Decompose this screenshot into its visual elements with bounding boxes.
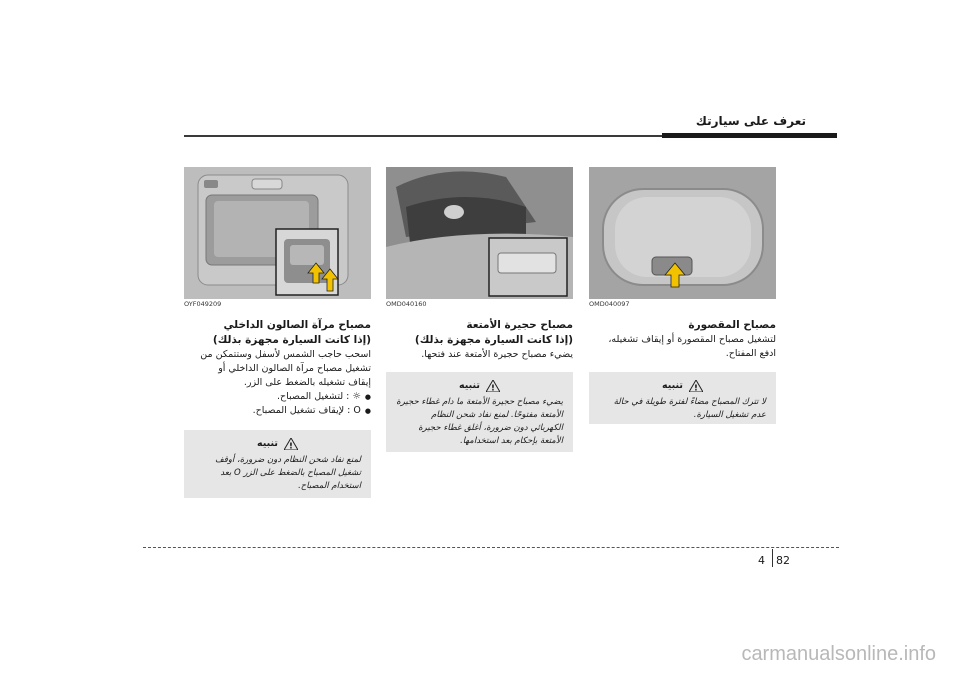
caution-title: تنبيه (257, 438, 278, 449)
warning-icon (486, 380, 500, 392)
vanity-mirror-photo (184, 167, 371, 299)
trunk-photo (386, 167, 573, 299)
trunk-lamp-caution (386, 372, 573, 452)
vanity-lamp-subheading: (إذا كانت السيارة مجهزة بذلك) (212, 334, 371, 346)
room-lamp-heading: مصباح المقصورة (688, 319, 776, 331)
svg-text:!: ! (491, 383, 495, 392)
vanity-lamp-body-2: تشغيل مصباح مرآة الصالون الداخلي أو (218, 363, 371, 374)
trunk-lamp-section (386, 318, 573, 362)
room-lamp-section (589, 318, 776, 361)
trunk-lamp-subheading: (إذا كانت السيارة مجهزة بذلك) (414, 334, 573, 346)
footer-rule (143, 547, 839, 548)
header-rule (184, 135, 837, 137)
svg-text:!: ! (289, 441, 293, 450)
caution-text: لمنع نفاد شحن النظام دون ضرورة، أوقف تشغيل المصباح بالضغط على الزر O بعد استخدام المصباح. (214, 455, 361, 491)
room-lamp-caution (589, 372, 776, 424)
vanity-lamp-section (184, 318, 371, 418)
vanity-lamp-body-1: اسحب حاجب الشمس لأسفل وستتمكن من (200, 349, 371, 360)
warning-icon (284, 438, 298, 450)
image-code-middle: OMD040160 (386, 300, 427, 308)
room-lamp-body-2: ادفع المفتاح. (725, 348, 776, 359)
page-separator (772, 549, 773, 567)
caution-title: تنبيه (459, 380, 480, 391)
watermark: carmanualsonline.info (741, 643, 936, 665)
svg-text:!: ! (694, 383, 698, 392)
trunk-lamp-body: يضيء مصباح حجيرة الأمتعة عند فتحها. (421, 349, 573, 360)
bullet-off: ● O : لإيقاف تشغيل المصباح. (184, 404, 371, 418)
chapter-number: 4 (758, 554, 765, 567)
vanity-lamp-body-3: إيقاف تشغيله بالضغط على الزر. (243, 377, 371, 388)
bullet-on: ● ☼ : لتشغيل المصباح. (184, 390, 371, 404)
caution-text: يضيء مصباح حجيرة الأمتعة ما دام غطاء حجيرة الأمتعة مفتوحًا. لمنع نفاد شحن النظام الكهربائي دون ضرورة، أغلق غطاء حجيرة الأمتعة بإحكام بعد استخدامها. (396, 397, 563, 446)
section-title: تعرف على سيارتك (695, 114, 806, 128)
image-code-right: OMD040097 (589, 300, 630, 308)
image-code-left: OYF049209 (184, 300, 222, 308)
warning-icon (689, 380, 703, 392)
room-lamp-photo (589, 167, 776, 299)
light-on-symbol: ☼ (352, 391, 361, 402)
caution-title: تنبيه (662, 380, 683, 391)
vanity-lamp-heading: مصباح مرآة الصالون الداخلي (223, 319, 371, 331)
caution-text: لا تترك المصباح مضاءً لفترة طويلة في حالة عدم تشغيل السيارة. (613, 397, 766, 420)
room-lamp-body-1: لتشغيل مصباح المقصورة أو إيقاف تشغيله، (608, 334, 776, 345)
light-off-symbol: O (353, 405, 361, 416)
vanity-lamp-caution (184, 430, 371, 498)
trunk-lamp-heading: مصباح حجيرة الأمتعة (466, 319, 573, 331)
page-number: 82 (776, 554, 790, 567)
